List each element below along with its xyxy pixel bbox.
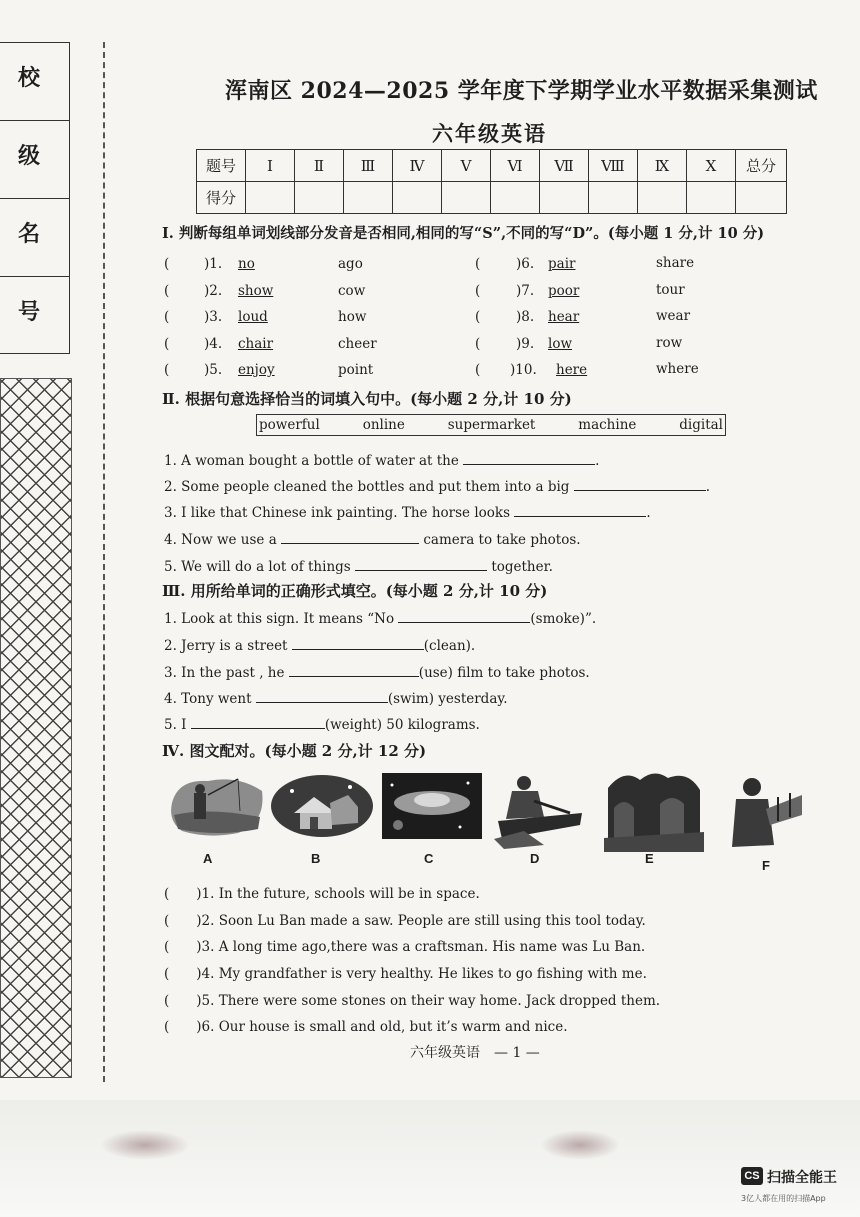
item-number: )10. [510,362,537,378]
school-field: 校 [0,43,69,121]
score-col: Ⅲ [344,150,393,182]
match-item: ( )1. In the future, schools will be in space. [164,886,480,902]
match-item: ( )6. Our house is small and old, but it’s warm and nice. [164,1019,568,1035]
picture-label: D [530,851,540,866]
score-cell[interactable] [491,182,540,214]
score-table-header-row [197,150,787,182]
score-cell[interactable] [589,182,638,214]
score-col: Ⅳ [393,150,442,182]
word-bank-item: machine [578,417,637,433]
name-field: 名 [0,199,69,277]
word-b: row [656,335,683,351]
score-col: X [687,150,736,182]
item-number: )2. [204,283,223,299]
item-number: )3. [204,309,223,325]
picture-label: F [762,858,770,873]
exam-title: 浑南区 2024—2025 学年度下学期学业水平数据采集测试 [225,78,818,104]
word-b: cheer [338,336,377,352]
answer-blank[interactable] [281,529,419,544]
score-col: Ⅷ [589,150,638,182]
answer-paren: ( [164,309,170,325]
question-3-1: 1. Look at this sign. It means “No (smoke)”. [164,608,596,627]
match-item: ( )5. There were some stones on their way home. Jack dropped them. [164,993,661,1009]
item-number: )6. [516,256,535,272]
word-b: how [338,309,367,325]
score-cell[interactable] [687,182,736,214]
score-table-label: 题号 [197,150,246,182]
camscanner-logo: CS [741,1167,763,1185]
word-a: no [238,256,255,272]
answer-paren: ( [164,362,170,378]
score-cell[interactable] [442,182,491,214]
answer-paren: ( [164,283,170,299]
picture-b-house [270,773,374,839]
answer-blank[interactable] [514,502,646,517]
word-a: poor [548,283,580,299]
total-label: 总分 [736,150,787,182]
score-cell[interactable] [344,182,393,214]
answer-paren: ( [164,336,170,352]
answer-blank[interactable] [398,608,530,623]
exam-subtitle: 六年级英语 [432,121,547,146]
score-col: Ⅰ [246,150,295,182]
score-cell[interactable] [736,182,787,214]
score-cell[interactable] [295,182,344,214]
word-b: ago [338,256,363,272]
picture-d-craftsman [494,773,586,849]
word-a: chair [238,336,274,352]
picture-c-space [382,773,482,839]
page-footer: 六年级英语 — 1 — [410,1045,540,1061]
question-2-1: 1. A woman bought a bottle of water at the . [164,450,599,469]
question-2-2: 2. Some people cleaned the bottles and put them into a big . [164,476,710,495]
camscanner-tagline: 3亿人都在用的扫描App [741,1194,826,1203]
word-a: enjoy [238,362,275,378]
item-number: )9. [516,336,535,352]
word-bank-item: powerful [259,417,320,433]
word-a: pair [548,256,576,272]
score-row-label: 得分 [197,182,246,214]
binding-pattern [0,378,72,1078]
question-2-5: 5. We will do a lot of things together. [164,556,553,575]
score-cell[interactable] [246,182,295,214]
picture-a-fishing [168,773,266,839]
class-field: 级 [0,121,69,199]
cut-line [103,42,105,1082]
picture-f-person [716,775,806,855]
word-bank-item: supermarket [447,417,536,433]
answer-blank[interactable] [574,476,706,491]
item-number: )8. [516,309,535,325]
item-number: )5. [204,362,223,378]
answer-blank[interactable] [463,450,595,465]
score-table [196,149,787,214]
picture-label: A [203,851,213,866]
match-item: ( )4. My grandfather is very healthy. He likes to go fishing with me. [164,966,647,982]
word-a: show [238,283,274,299]
finger-shadow [540,1130,620,1160]
word-b: where [656,361,699,377]
number-field: 号 [18,299,41,325]
word-bank-item: online [362,417,405,433]
score-col: Ⅱ [295,150,344,182]
word-b: share [656,255,695,271]
answer-blank[interactable] [289,662,419,677]
word-b: cow [338,283,366,299]
question-2-4: 4. Now we use a camera to take photos. [164,529,581,548]
word-a: low [548,336,573,352]
section4-heading: Ⅳ. 图文配对。(每小题 2 分,计 12 分) [162,742,427,760]
answer-blank[interactable] [256,688,388,703]
question-3-3: 3. In the past , he (use) film to take photos. [164,662,590,681]
score-cell[interactable] [540,182,589,214]
word-a: loud [238,309,268,325]
match-item: ( )3. A long time ago,there was a craftsman. His name was Lu Ban. [164,939,646,955]
picture-label: C [424,851,434,866]
finger-shadow [100,1130,190,1160]
word-a: hear [548,309,580,325]
answer-blank[interactable] [355,556,487,571]
word-bank [256,414,726,436]
word-b: point [338,362,374,378]
picture-e-forest [604,768,704,852]
item-number: )4. [204,336,223,352]
question-2-3: 3. I like that Chinese ink painting. The horse looks . [164,502,651,521]
score-cell[interactable] [638,182,687,214]
word-b: wear [656,308,691,324]
section3-heading: Ⅲ. 用所给单词的正确形式填空。(每小题 2 分,计 10 分) [162,582,548,600]
answer-paren: ( [164,256,170,272]
score-col: Ⅴ [442,150,491,182]
picture-label: E [645,851,654,866]
answer-paren: ( [475,336,481,352]
answer-paren: ( [475,309,481,325]
word-b: tour [656,282,685,298]
student-info-box [0,42,70,354]
camscanner-name: 扫描全能王 [767,1170,837,1186]
word-a: here [556,362,588,378]
question-3-4: 4. Tony went (swim) yesterday. [164,688,508,707]
score-table-score-row [197,182,787,214]
question-3-5: 5. I (weight) 50 kilograms. [164,714,480,733]
section1-heading: Ⅰ. 判断每组单词划线部分发音是否相同,相同的写“S”,不同的写“D”。(每小题 1 分,计 10 分) [162,225,765,242]
answer-paren: ( [475,256,481,272]
section2-heading: Ⅱ. 根据句意选择恰当的词填入句中。(每小题 2 分,计 10 分) [162,390,572,408]
score-col: Ⅶ [540,150,589,182]
picture-label: B [311,851,321,866]
match-item: ( )2. Soon Lu Ban made a saw. People are still using this tool today. [164,913,646,929]
score-col: Ⅵ [491,150,540,182]
answer-paren: ( [475,362,481,378]
answer-blank[interactable] [191,714,325,729]
question-3-2: 2. Jerry is a street (clean). [164,635,475,654]
answer-blank[interactable] [292,635,424,650]
item-number: )7. [516,283,535,299]
word-bank-item: digital [679,417,723,433]
score-cell[interactable] [393,182,442,214]
item-number: )1. [204,256,223,272]
answer-paren: ( [475,283,481,299]
score-col: Ⅸ [638,150,687,182]
